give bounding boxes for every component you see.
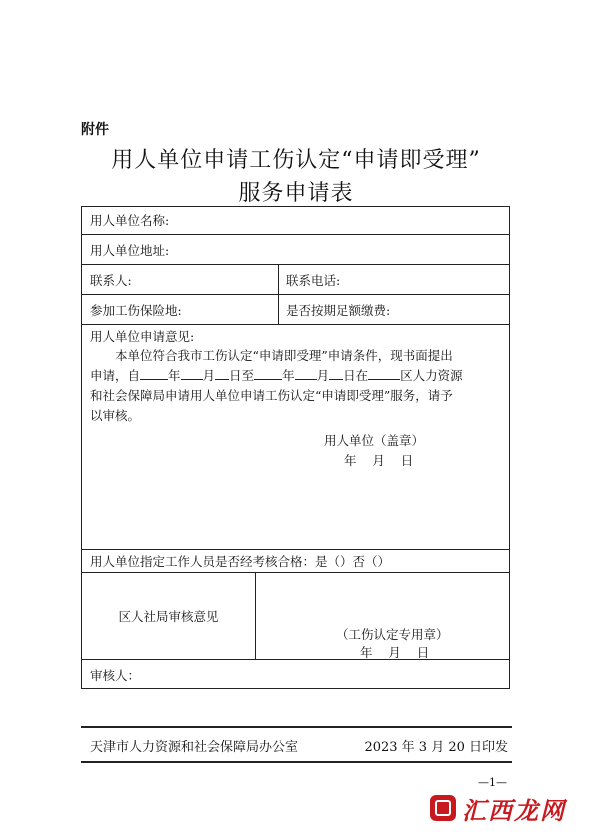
opinion-line2-text: 年 — [282, 368, 295, 383]
company-date-label: 年 月 日 — [344, 453, 414, 468]
watermark — [430, 790, 580, 826]
attachment-label: 附件 — [81, 122, 109, 138]
row-company-opinion — [82, 324, 509, 549]
company-address-label: 用人单位地址: — [90, 242, 170, 258]
blank-district — [368, 367, 400, 380]
blank-day — [329, 367, 343, 380]
opinion-line2-text: 日在 — [343, 368, 369, 383]
opinion-line2-text: 申请，自 — [90, 368, 141, 383]
blank-year — [140, 367, 168, 380]
opinion-line2-text: 年 — [168, 368, 181, 383]
watermark-text: 汇西龙网 — [462, 796, 566, 825]
blank-month — [181, 367, 203, 380]
bureau-date-label: 年 月 日 — [360, 645, 430, 660]
row-contact — [82, 264, 509, 294]
opinion-line2-text: 月 — [316, 368, 330, 383]
phone-label: 联系电话: — [286, 272, 341, 288]
footer-rule-bottom — [81, 761, 512, 763]
opinion-line4: 以审核。 — [90, 408, 141, 423]
row-staff-check — [82, 549, 509, 572]
page-number: —1— — [478, 776, 507, 789]
contact-label: 联系人: — [90, 272, 132, 288]
opinion-label: 用人单位申请意见: — [90, 329, 195, 344]
form-title-line2: 服务申请表 — [238, 181, 354, 206]
blank-year — [254, 367, 282, 380]
opinion-line2-text: 区人力资源 — [400, 368, 463, 383]
application-form-table — [81, 206, 510, 689]
blank-month — [295, 367, 317, 380]
company-seal-label: 用人单位（盖章） — [324, 433, 425, 448]
opinion-line2 — [90, 366, 501, 386]
staff-check-label: 用人单位指定工作人员是否经考核合格：是（）否（） — [90, 554, 391, 569]
print-date: 2023 年 3 月 20 日印发 — [364, 740, 508, 755]
company-name-label: 用人单位名称: — [90, 213, 170, 228]
opinion-line3: 和社会保障局申请用人单位申请工伤认定“申请即受理”服务，请予 — [90, 388, 453, 403]
bureau-seal-label: （工伤认定专用章） — [336, 627, 449, 642]
issuing-office: 天津市人力资源和社会保障局办公室 — [90, 740, 299, 755]
opinion-line1: 本单位符合我市工伤认定“申请即受理”申请条件，现书面提出 — [115, 348, 453, 363]
opinion-line2-text: 月 — [202, 368, 216, 383]
row-bureau-opinion — [82, 572, 509, 659]
footer-rule-top — [81, 726, 512, 728]
row-company-name — [82, 206, 509, 234]
reviewer-label: 审核人： — [90, 668, 141, 683]
opinion-line2-text: 日至 — [229, 368, 255, 383]
insurance-place-label: 参加工伤保险地: — [90, 302, 182, 318]
row-company-address — [82, 234, 509, 264]
watermark-logo-icon — [430, 795, 456, 821]
blank-day — [215, 367, 229, 380]
payment-label: 是否按期足额缴费: — [286, 302, 391, 318]
row-insurance — [82, 294, 509, 324]
row-reviewer — [82, 659, 509, 690]
form-title-line1: 用人单位申请工伤认定“申请即受理” — [111, 148, 481, 173]
column-divider — [255, 573, 256, 659]
bureau-opinion-label: 区人社局审核意见 — [118, 609, 219, 624]
